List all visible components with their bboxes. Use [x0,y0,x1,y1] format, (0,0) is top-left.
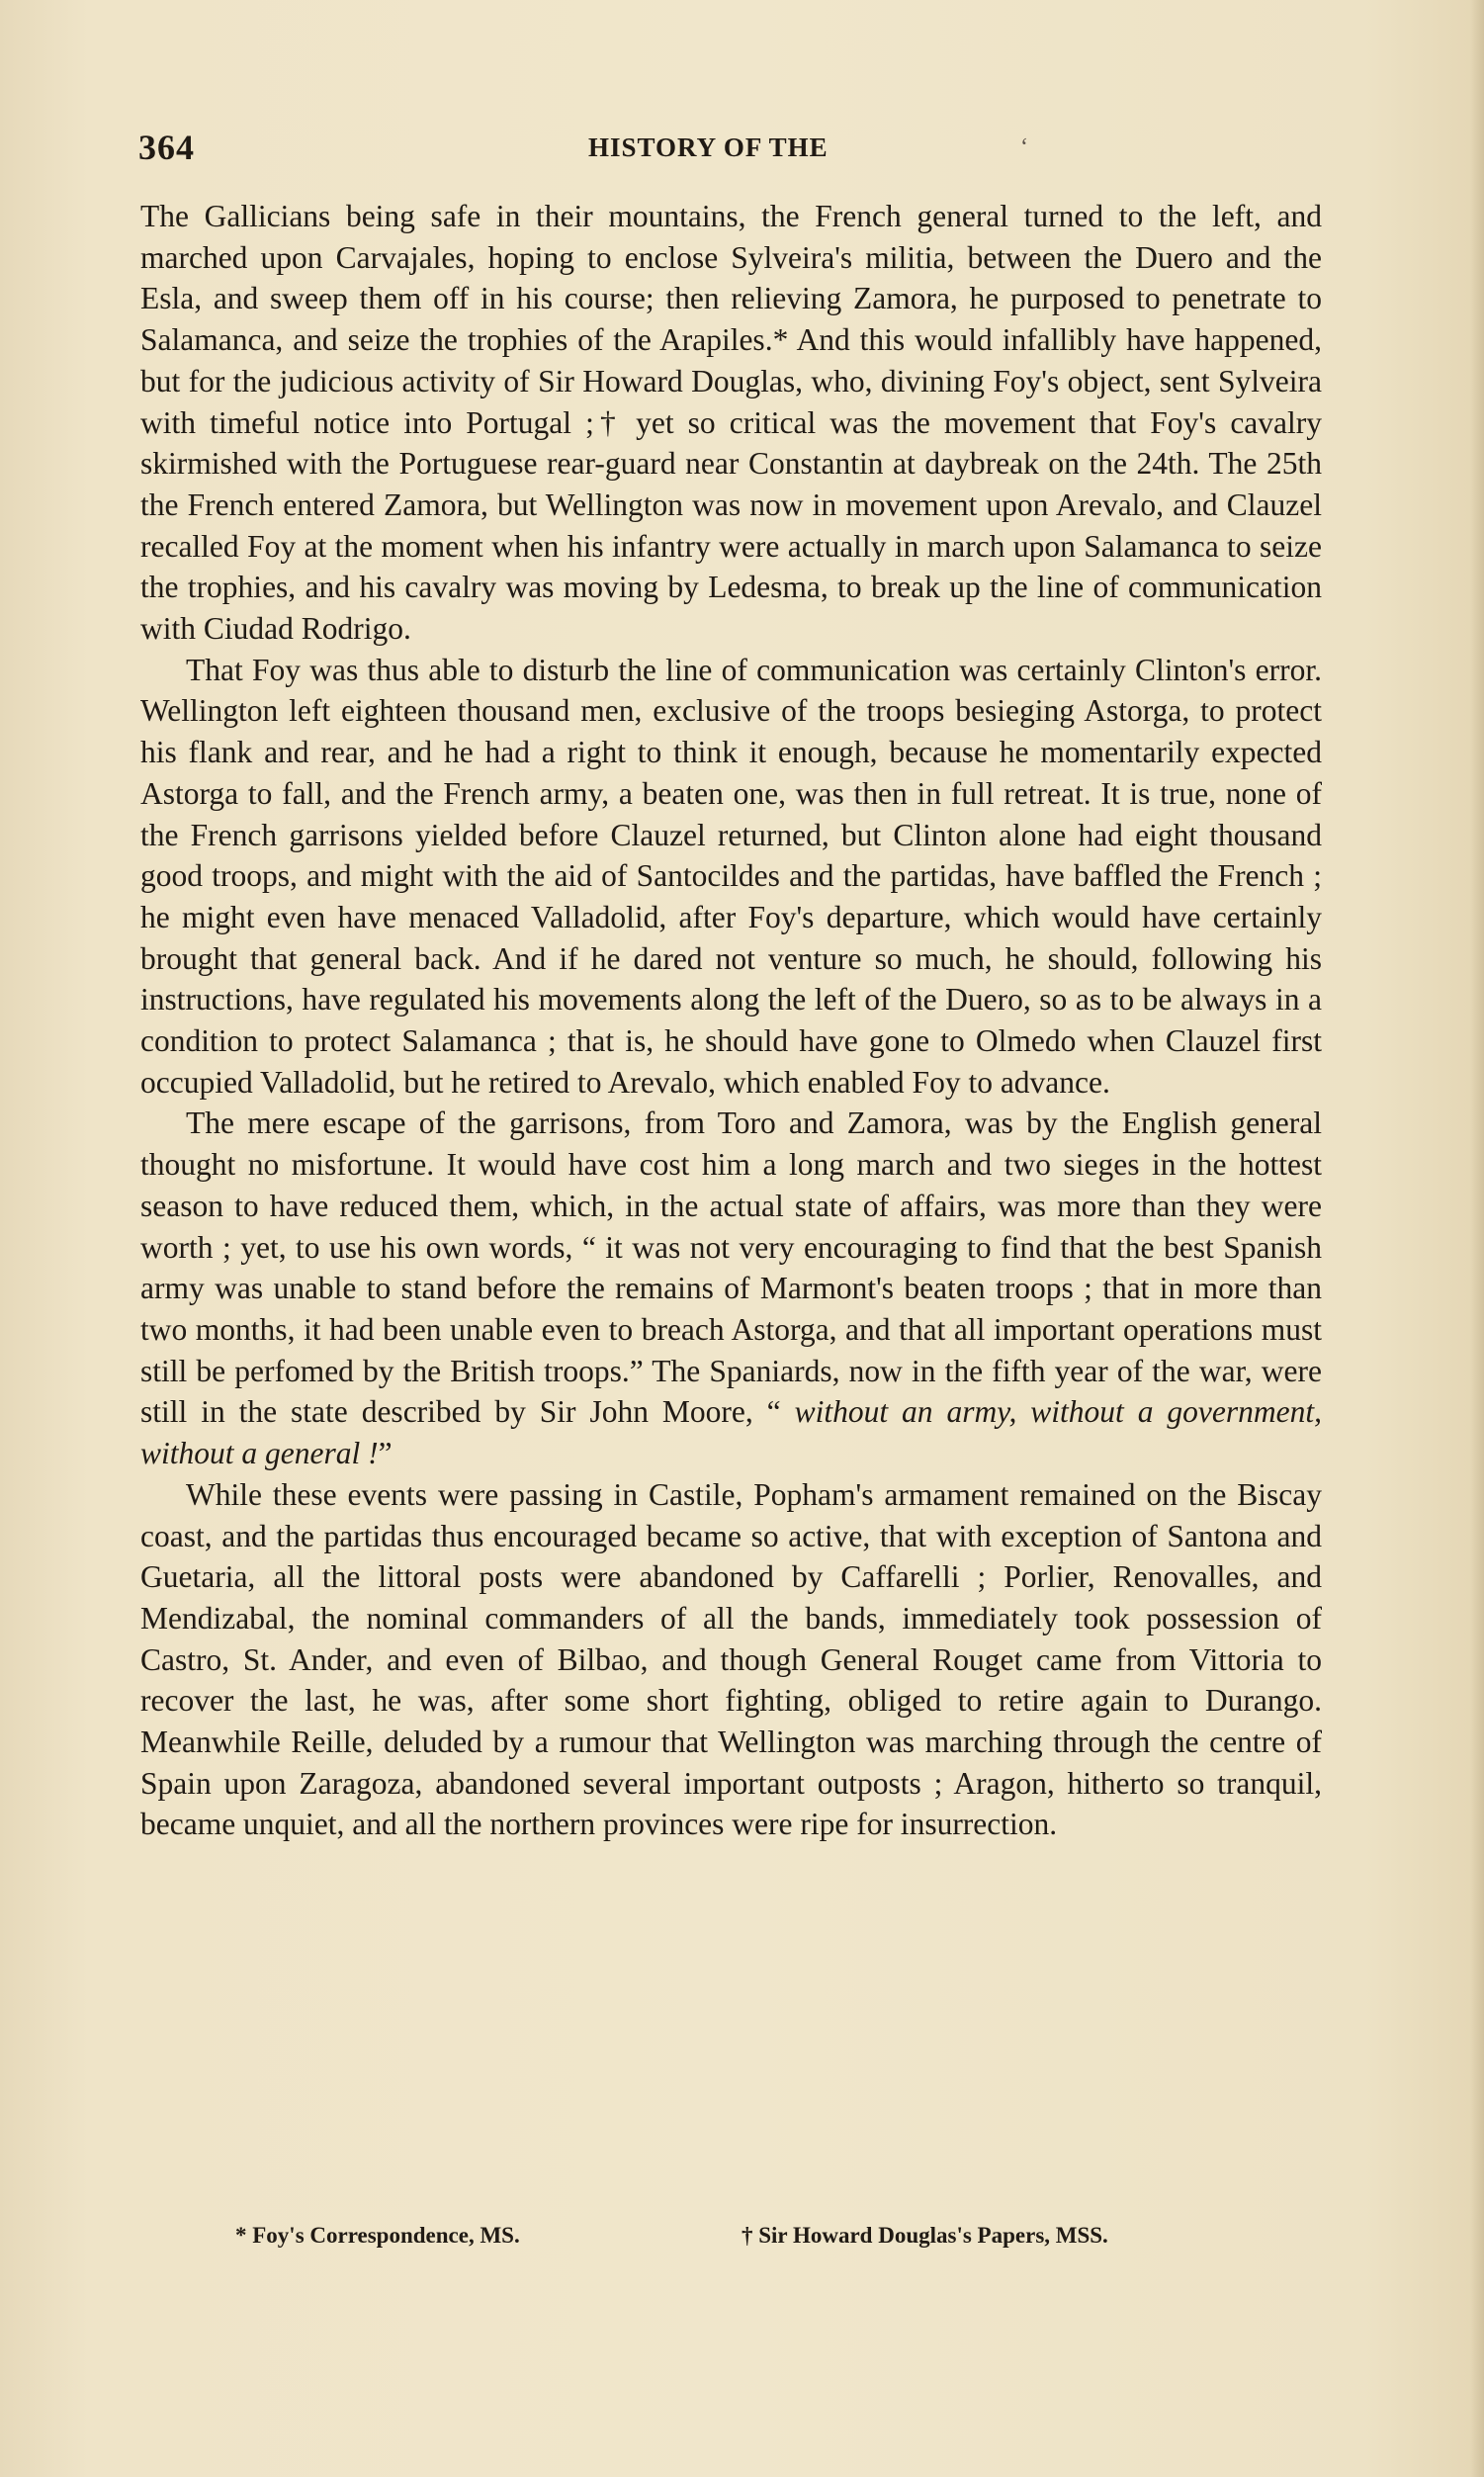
paragraph-3 [140,1103,1322,1473]
italic-quote: without an army, without a government, without a general ! [140,1394,1323,1471]
footnote-1: * Foy's Correspondence, MS. [235,2223,520,2248]
paragraph-2 [140,650,1322,1104]
footnote-2: † Sir Howard Douglas's Papers, MSS. [742,2223,1108,2248]
paragraph-text: ” [378,1436,393,1471]
paragraph-1 [140,196,1322,650]
body-text [140,196,1322,1845]
page-number: 364 [138,128,195,167]
page-edge-shadow [1470,0,1484,2477]
paragraph-4 [140,1474,1322,1845]
paragraph-text: The mere escape of the garrisons, from Toro and Zamora, was by the English general thought no misfortune. It would have cost him a long march and two sieges in the hottest season to have reduced them, which, in the actual state of affairs, was more than they were worth ; yet, to use his own words, “ it was not very encouraging to find that the best Spanish army was unable to stand before the remains of Marmont's beaten troops ; that in more than two months, it had been unable even to breach Astorga, and that all important operations must still be perfomed by the British troops.” The Spaniards, now in the fifth year of the war, were still in the state described by Sir John Moore, “ [140,1106,1322,1430]
page-header [138,125,1315,174]
header-mark: ʻ [1020,134,1028,160]
footnotes [235,2223,1264,2256]
paragraph-text: The Gallicians being safe in their mountains, the French general turned to the left, and marched upon Carvajales, hoping to enclose Sylveira's militia, between the Duero and the Esla, and sweep them off in his course; then relieving Zamora, he purposed to penetrate to Salamanca, and seize the trophies of the Arapiles.* And this would infallibly have happened, but for the judicious activity of Sir Howard Douglas, who, divining Foy's object, sent Sylveira with timeful notice into Portugal ;† yet so critical was the movement that Foy's cavalry skirmished with the Portuguese rear-guard near Constantin at daybreak on the 24th. The 25th the French entered Zamora, but Wellington was now in movement upon Arevalo, and Clauzel recalled Foy at the moment when his infantry were actually in march upon Salamanca to seize the trophies, and his cavalry was moving by Ledesma, to break up the line of communication with Ciudad Rodrigo. [140,199,1322,647]
paragraph-text: While these events were passing in Castile, Popham's armament remained on the Biscay coast, and the partidas thus encouraged became so active, that with exception of Santona and Guetaria, all the littoral posts were abandoned by Caffarelli ; Porlier, Renovalles, and Mendizabal, the nominal commanders of all the bands, immediately took possession of Castro, St. Ander, and even of Bilbao, and though General Rouget came from Vittoria to recover the last, he was, after some short fighting, obliged to retire again to Durango. Meanwhile Reille, deluded by a rumour that Wellington was marching through the centre of Spain upon Zaragoza, abandoned several important outposts ; Aragon, hitherto so tranquil, became unquiet, and all the northern provinces were ripe for insurrection. [140,1476,1322,1842]
running-head: HISTORY OF THE [588,133,829,162]
paragraph-text: That Foy was thus able to disturb the line of communication was certainly Clinton's error. Wellington left eighteen thousand men, exclusive of the troops besieging Astorga, to protect his flank and rear, and he had a right to think it enough, because he momentarily expected Astorga to fall, and the French army, a beaten one, was then in full retreat. It is true, none of the French garrisons yielded before Clauzel returned, but Clinton alone had eight thousand good troops, and might with the aid of Santocildes and the partidas, have baffled the French ; he might even have menaced Valladolid, after Foy's departure, which would have certainly brought that general back. And if he dared not venture so much, he should, following his instructions, have regulated his movements along the left of the Duero, so as to be always in a condition to protect Salamanca ; that is, he should have gone to Olmedo when Clauzel first occupied Valladolid, but he retired to Arevalo, which enabled Foy to advance. [140,652,1322,1100]
